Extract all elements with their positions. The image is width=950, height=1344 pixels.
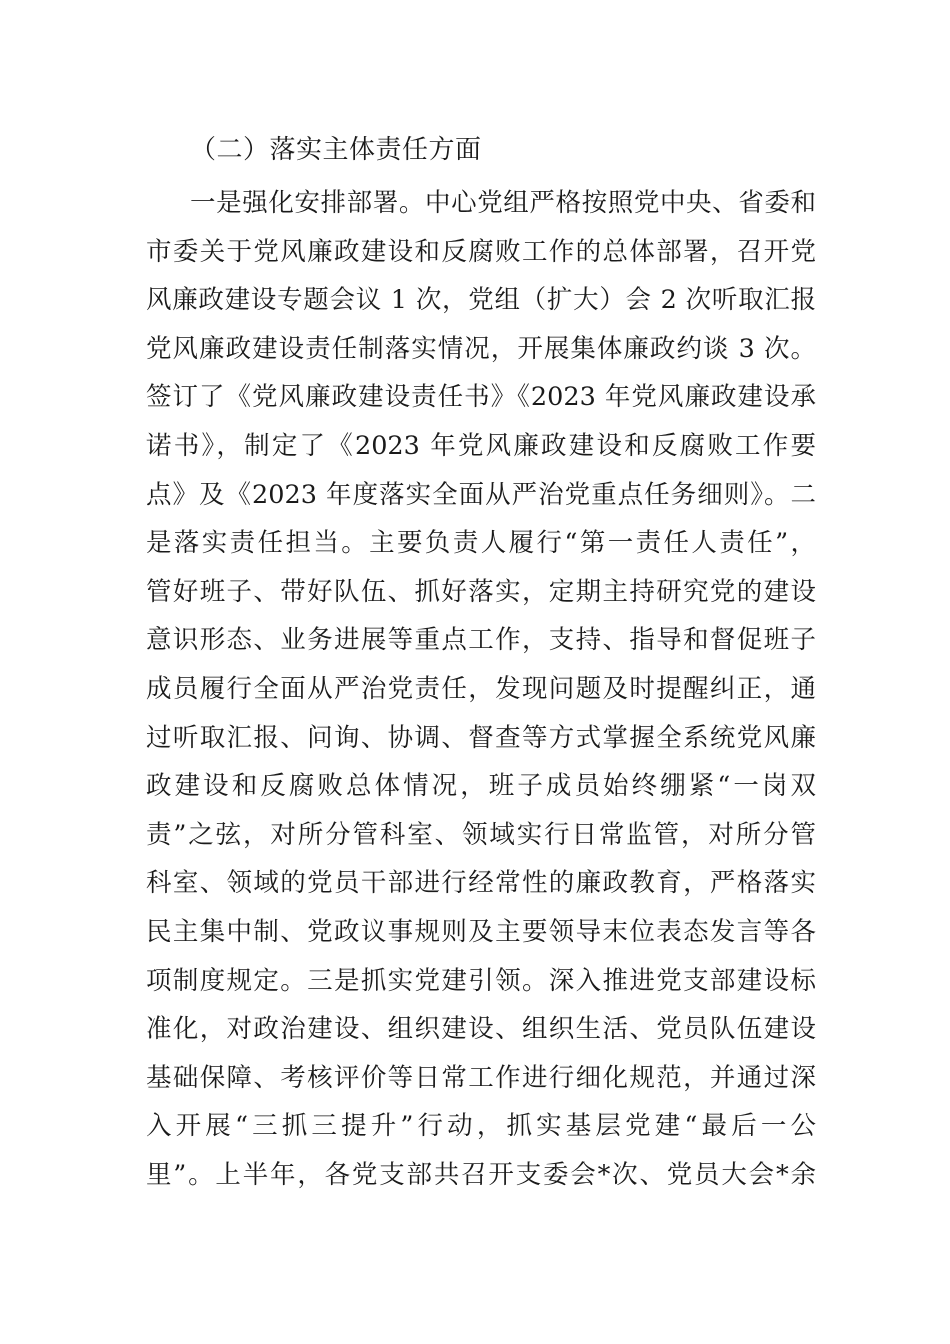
text-line: 党风廉政建设责任制落实情况，开展集体廉政约谈 3 次。 (146, 333, 816, 364)
text-line: 意识形态、业务进展等重点工作，支持、指导和督促班子 (146, 625, 816, 656)
text-line: 里”。上半年，各党支部共召开支委会*次、党员大会*余 (146, 1159, 816, 1190)
text-line: 诺书》，制定了《2023 年党风廉政建设和反腐败工作要 (146, 430, 816, 461)
text-line: 入开展“三抓三提升”行动，抓实基层党建“最后一公 (146, 1111, 816, 1142)
text-line: 责”之弦，对所分管科室、领域实行日常监管，对所分管 (146, 819, 816, 850)
text-line: 一是强化安排部署。中心党组严格按照党中央、省委和 (190, 188, 816, 218)
text-line: 政建设和反腐败总体情况，班子成员始终绷紧“一岗双 (146, 771, 816, 802)
body-paragraph (146, 179, 816, 1199)
text-line: 基础保障、考核评价等日常工作进行细化规范，并通过深 (146, 1062, 816, 1093)
text-line: 风廉政建设专题会议 1 次，党组（扩大）会 2 次听取汇报 (146, 285, 816, 316)
text-line: 是落实责任担当。主要负责人履行“第一责任人责任”， (146, 528, 816, 559)
text-line: 市委关于党风廉政建设和反腐败工作的总体部署，召开党 (146, 236, 816, 267)
text-line: 签订了《党风廉政建设责任书》《2023 年党风廉政建设承 (146, 382, 816, 413)
text-line: 民主集中制、党政议事规则及主要领导末位表态发言等各 (146, 916, 816, 947)
text-line: 成员履行全面从严治党责任，发现问题及时提醒纠正，通 (146, 673, 816, 704)
text-line: 过听取汇报、问询、协调、督查等方式掌握全系统党风廉 (146, 722, 816, 753)
text-line: 准化，对政治建设、组织建设、组织生活、党员队伍建设 (146, 1014, 816, 1045)
section-heading: （二）落实主体责任方面 (190, 135, 482, 165)
text-line: 管好班子、带好队伍、抓好落实，定期主持研究党的建设 (146, 576, 816, 607)
text-line: 点》及《2023 年度落实全面从严治党重点任务细则》。二 (146, 479, 816, 510)
text-line: 项制度规定。三是抓实党建引领。深入推进党支部建设标 (146, 965, 816, 996)
text-line: 科室、领域的党员干部进行经常性的廉政教育，严格落实 (146, 868, 816, 899)
